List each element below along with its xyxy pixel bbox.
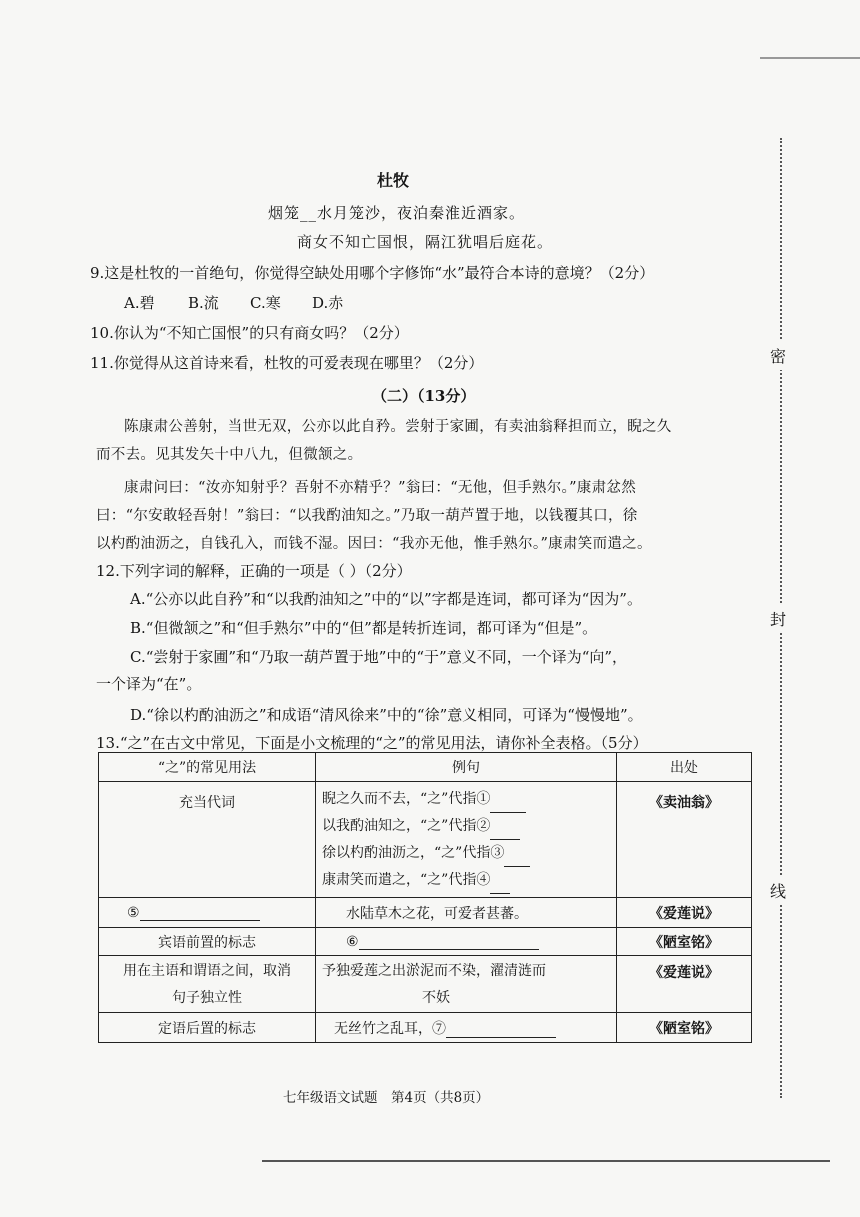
table-row (99, 956, 752, 1013)
question-13: 13.“之”在古文中常见，下面是小文梳理的“之”的常见用法，请你补全表格。（5分） (96, 734, 648, 752)
table-row (99, 1013, 752, 1043)
table-header-row (99, 753, 752, 782)
header-example: 例句 (316, 753, 617, 782)
example-line: 徐以杓酌油沥之，“之”代指③ (322, 845, 505, 861)
usage-cell: 定语后置的标志 (99, 1013, 316, 1043)
example-cell: 水陆草木之花，可爱者甚蕃。 (316, 898, 617, 928)
blank-label: ⑤ (127, 904, 140, 921)
table-row (99, 928, 752, 956)
passage-line-3: 康肃问曰：“汝亦知射乎？吾射不亦精乎？”翁曰：“无他，但手熟尔。”康肃忿然 (124, 480, 636, 496)
q9-option-c: C.寒 (250, 294, 281, 312)
header-source: 出处 (617, 753, 752, 782)
example-cell (316, 1013, 617, 1043)
source-cell: 《卖油翁》 (617, 782, 752, 898)
example-line: 无丝竹之乱耳，⑦ (334, 1020, 446, 1037)
example-cell (316, 928, 617, 956)
example-line: 以我酌油知之，“之”代指② (322, 818, 491, 834)
poem-title: 杜牧 (377, 171, 410, 190)
poem-line-2: 商女不知亡国恨，隔江犹唱后庭花。 (297, 233, 554, 251)
passage-line-2: 而不去。见其发矢十中八九，但微颔之。 (96, 447, 363, 463)
answer-blank-6[interactable] (359, 949, 539, 950)
question-11: 11.你觉得从这首诗来看，杜牧的可爱表现在哪里？（2分） (90, 354, 484, 372)
q12-option-d: D.“徐以杓酌油沥之”和成语“清风徐来”中的“徐”意义相同，可译为“慢慢地”。 (130, 706, 643, 724)
example-line: 予独爱莲之出淤泥而不染，濯清涟而 (322, 963, 546, 979)
example-cell (316, 956, 617, 1013)
usage-cell (99, 956, 316, 1013)
question-9: 9.这是杜牧的一首绝句，你觉得空缺处用哪个字修饰“水”最符合本诗的意境？（2分） (90, 264, 655, 282)
q12-option-c-cont: 一个译为“在”。 (96, 675, 202, 693)
source-cell: 《爱莲说》 (617, 898, 752, 928)
passage-line-5: 以杓酌油沥之，自钱孔入，而钱不湿。因曰：“我亦无他，惟手熟尔。”康肃笑而遣之。 (96, 536, 652, 552)
seal-mark-feng: 封 (770, 604, 786, 633)
usage-cell (99, 898, 316, 928)
q12-option-a: A.“公亦以此自矜”和“以我酌油知之”中的“以”字都是连词，都可译为“因为”。 (130, 590, 642, 608)
usage-table (98, 752, 752, 1043)
q12-option-b: B.“但微颔之”和“但手熟尔”中的“但”都是转折连词，都可译为“但是”。 (130, 619, 598, 637)
answer-blank-5[interactable] (140, 920, 260, 921)
q9-option-d: D.赤 (312, 294, 344, 312)
usage-line: 句子独立性 (172, 990, 242, 1006)
source-cell: 《陋室铭》 (617, 1013, 752, 1043)
q12-option-c: C.“尝射于家圃”和“乃取一葫芦置于地”中的“于”意义不同，一个译为“向”， (130, 648, 628, 666)
scan-edge-line (760, 57, 860, 59)
section-2-heading: （二）（13分） (372, 387, 476, 405)
q9-option-a: A.碧 (124, 294, 155, 312)
seal-mark-mi: 密 (770, 341, 786, 370)
page-footer: 七年级语文试题 第4页（共8页） (283, 1090, 490, 1106)
source-cell: 《陋室铭》 (617, 928, 752, 956)
passage-line-4: 曰：“尔安敢轻吾射！”翁曰：“以我酌油知之。”乃取一葫芦置于地，以钱覆其口，徐 (96, 508, 638, 524)
poem-line-1: 烟笼__水月笼沙，夜泊秦淮近酒家。 (268, 204, 526, 222)
answer-blank-4[interactable] (490, 893, 510, 894)
question-12: 12.下列字词的解释，正确的一项是（ ）（2分） (96, 562, 412, 580)
example-line: 康肃笑而遣之，“之”代指④ (322, 872, 491, 888)
example-line: 不妖 (422, 990, 450, 1006)
seal-mark-xian: 线 (770, 876, 786, 905)
usage-cell: 充当代词 (99, 782, 316, 898)
usage-cell: 宾语前置的标志 (99, 928, 316, 956)
header-usage: “之”的常见用法 (99, 753, 316, 782)
table-row (99, 898, 752, 928)
usage-line: 用在主语和谓语之间，取消 (123, 963, 291, 979)
question-10: 10.你认为“不知亡国恨”的只有商女吗？（2分） (90, 324, 409, 342)
answer-blank-7[interactable] (446, 1037, 556, 1038)
blank-label: ⑥ (346, 933, 359, 950)
table-row (99, 782, 752, 898)
scan-bottom-line (262, 1160, 830, 1162)
q9-option-b: B.流 (188, 294, 219, 312)
source-cell: 《爱莲说》 (617, 956, 752, 1013)
passage-line-1: 陈康肃公善射，当世无双，公亦以此自矜。尝射于家圃，有卖油翁释担而立，睨之久 (124, 419, 672, 435)
example-line: 睨之久而不去，“之”代指① (322, 791, 491, 807)
example-cell (316, 782, 617, 898)
